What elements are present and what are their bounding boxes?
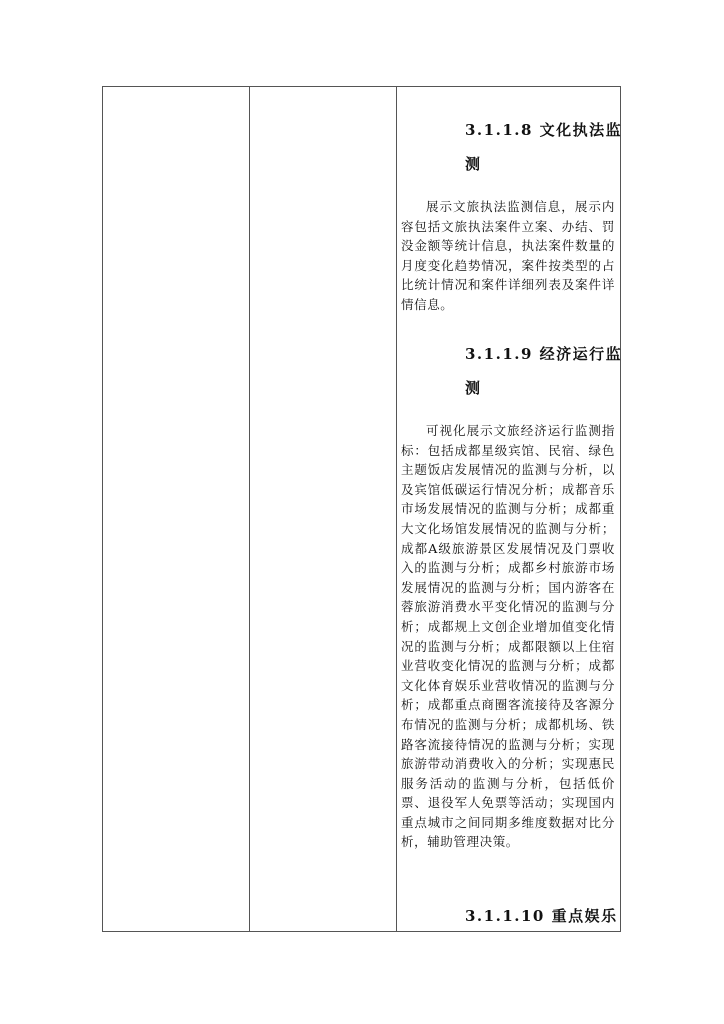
table-column-1: [103, 87, 250, 931]
section-heading-3-1-1-10: 3.1.1.10 重点娱乐: [465, 907, 618, 925]
table-column-2: [249, 87, 397, 931]
section-heading-3-1-1-8-cont: 测: [465, 155, 482, 173]
section-heading-3-1-1-8: 3.1.1.8 文化执法监: [465, 121, 623, 139]
section-heading-3-1-1-9-cont: 测: [465, 379, 482, 397]
section-body-3-1-1-8: 展示文旅执法监测信息，展示内容包括文旅执法案件立案、办结、罚没金额等统计信息，执法案件数量的月度变化趋势情况，案件按类型的占比统计情况和案件详细列表及案件详情信息。: [401, 199, 615, 312]
document-table: [102, 86, 621, 932]
section-body-3-1-1-9: 可视化展示文旅经济运行监测指标：包括成都星级宾馆、民宿、绿色主题饭店发展情况的监测与分析，以及宾馆低碳运行情况分析；成都音乐市场发展情况的监测与分析；成都重大文化场馆发展情况的监测与分析；成都A级旅游景区发展情况及门票收入的监测与分析；成都乡村旅游市场发展情况的监测与分析；国内游客在蓉旅游消费水平变化情况的监测与分析；成都规上文创企业增加值变化情况的监测与分析；成都限额以上住宿业营收变化情况的监测与分析；成都文化体育娱乐业营收情况的监测与分析；成都重点商圈客流接待及客源分布情况的监测与分析；成都机场、铁路客流接待情况的监测与分析；实现旅游带动消费收入的分析；实现惠民服务活动的监测与分析，包括低价票、退役军人免票等活动；实现国内重点城市之间同期多维度数据对比分析，辅助管理决策。: [401, 423, 615, 850]
section-heading-3-1-1-9: 3.1.1.9 经济运行监: [465, 345, 623, 363]
